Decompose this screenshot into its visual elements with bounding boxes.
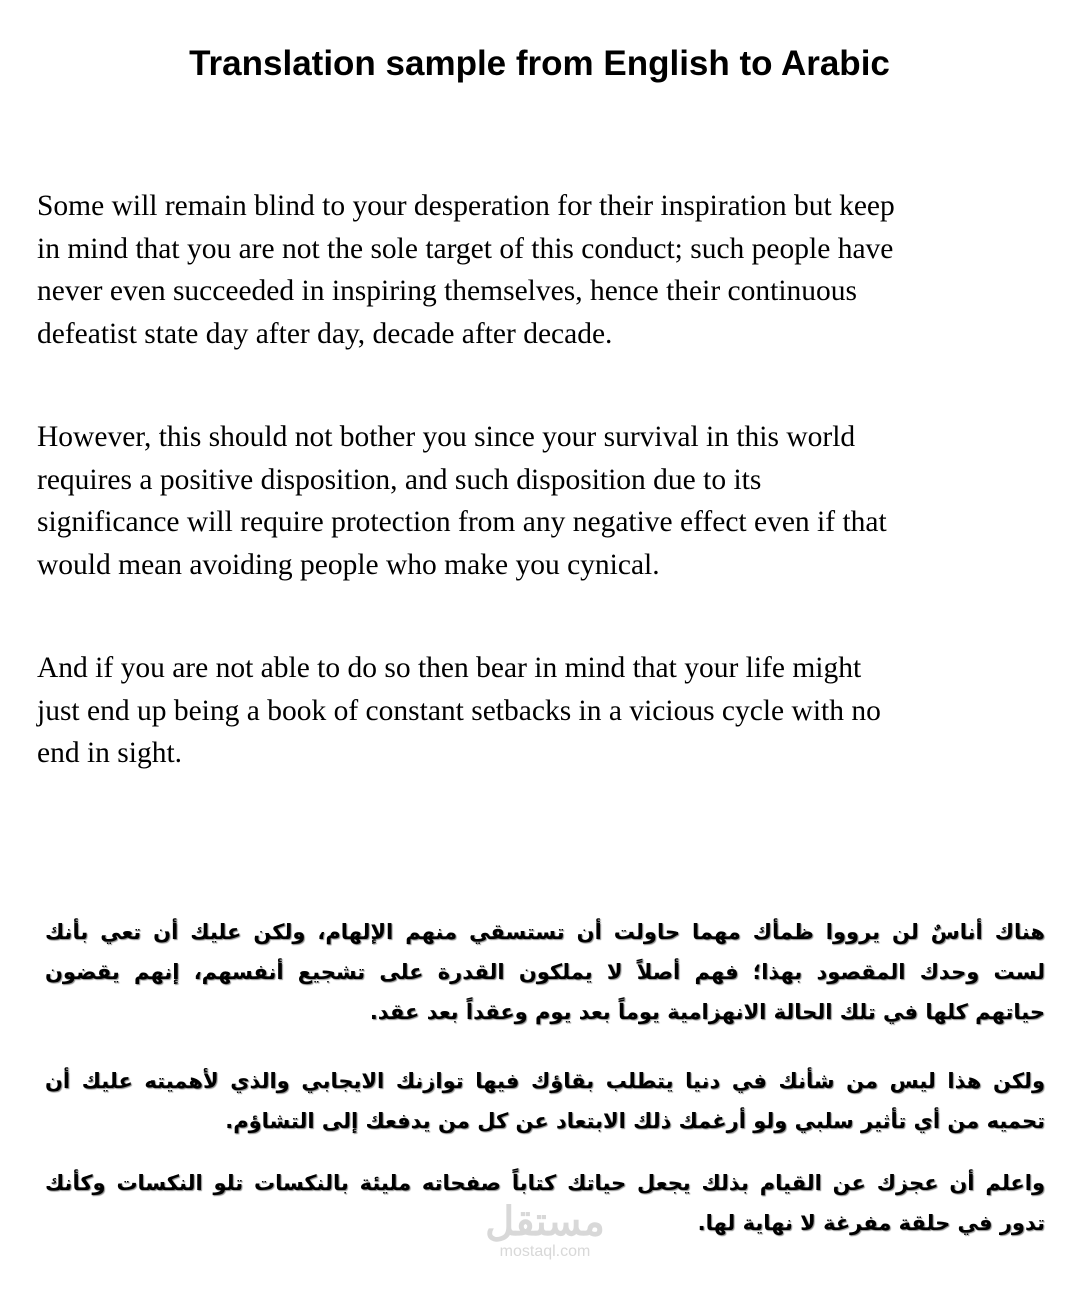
text-line: تدور في حلقة مفرغة لا نهاية لها.: [697, 1211, 1045, 1235]
text-line: Some will remain blind to your desperation for their inspiration but keep: [37, 190, 895, 222]
watermark-logo: مستقل: [485, 1200, 605, 1244]
text-line: defeatist state day after day, decade after decade.: [37, 318, 613, 351]
mostaql-watermark: [480, 1200, 610, 1260]
text-line: لست وحدك المقصود بهذا؛ فهم أصلاً لا يملكون القدرة على تشجيع أنفسهم، إنهم يقضون: [45, 960, 1045, 984]
text-line: would mean avoiding people who make you cynical.: [37, 549, 660, 582]
text-line: significance will require protection from any negative effect even if that: [37, 506, 887, 539]
text-line: However, this should not bother you since your survival in this world: [37, 421, 856, 453]
text-line: never even succeeded in inspiring themselves, hence their continuous: [37, 275, 857, 308]
text-line: requires a positive disposition, and such disposition due to its: [37, 463, 762, 496]
english-paragraph-1: [37, 185, 1047, 356]
text-line: end in sight.: [37, 737, 183, 770]
arabic-paragraph-1: [45, 912, 1045, 1032]
text-line: حياتهم كلها في تلك الحالة الانهزامية يوماً بعد يوم وعقداً بعد عقد.: [369, 1000, 1045, 1024]
english-paragraph-3: [37, 647, 1047, 775]
arabic-paragraph-2: [45, 1061, 1045, 1141]
text-line: واعلم أن عجزك عن القيام بذلك يجعل حياتك كتاباً صفحاته مليئة بالنكسات تلو النكسات وكأنك: [45, 1171, 1045, 1195]
text-line: just end up being a book of constant setbacks in a vicious cycle with no: [37, 694, 881, 727]
text-line: هناك أناسٌ لن يرووا ظمأك مهما حاولت أن تستسقي منهم الإلهام، ولكن عليك أن تعي بأنك: [45, 920, 1045, 944]
watermark-site: mostaql.com: [499, 1243, 591, 1260]
text-line: تحميه من أي تأثير سلبي ولو أرغمك ذلك الابتعاد عن كل من يدفعك إلى التشاؤم.: [225, 1109, 1045, 1133]
document-title: Translation sample from English to Arabic: [189, 44, 890, 83]
text-line: And if you are not able to do so then bear in mind that your life might: [37, 652, 862, 684]
text-line: ولكن هذا ليس من شأنك في دنيا يتطلب بقاؤك فيها توازنك الايجابي والذي لأهميته عليك أن: [45, 1069, 1045, 1093]
text-line: in mind that you are not the sole target of this conduct; such people have: [37, 232, 894, 265]
english-paragraph-2: [37, 416, 1047, 587]
